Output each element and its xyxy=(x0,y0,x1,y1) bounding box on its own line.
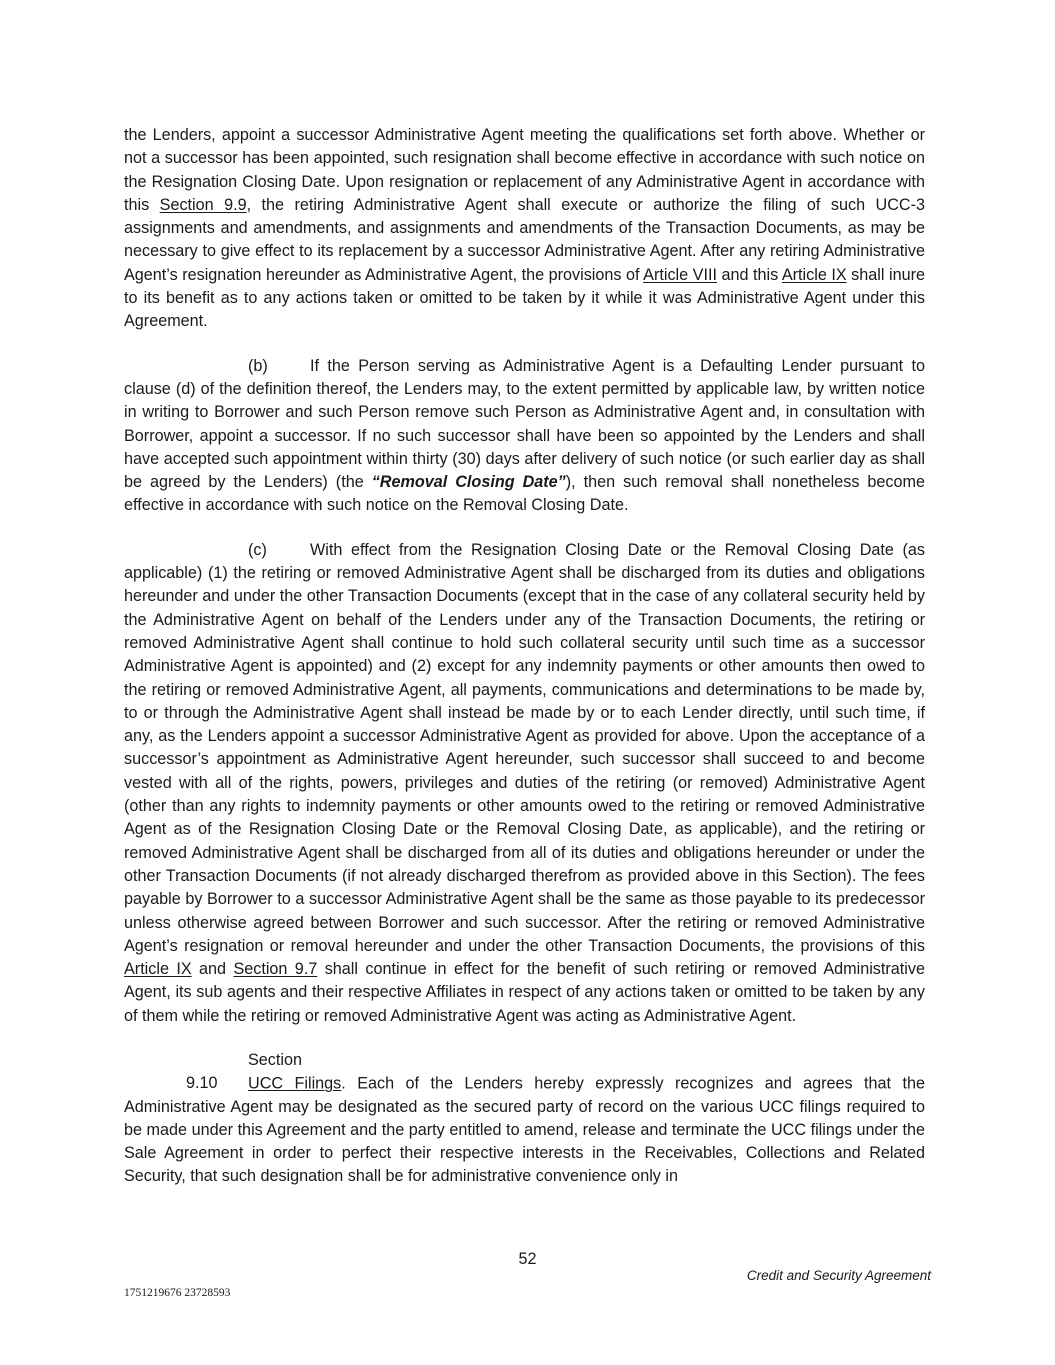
document-id: 1751219676 23728593 xyxy=(124,1287,231,1299)
document-body xyxy=(124,124,925,1189)
text-run: shall continue in effect for the benefit of such retiring or removed Administrative Agent, its sub agents and their respective Affiliates in respect of any actions taken or omitted to be taken by any of them while the retiring or removed Administrative Agent was acting as Administrative Agent. xyxy=(124,960,925,1025)
section-number: Section 9.10 xyxy=(186,1050,302,1093)
text-run: and this xyxy=(716,265,782,284)
footer-title: Credit and Security Agreement xyxy=(746,1268,931,1283)
paragraph-label: (b) xyxy=(248,356,268,375)
paragraph-b xyxy=(124,355,925,518)
article-ix-reference: Article IX xyxy=(124,960,192,979)
section-title: UCC Filings xyxy=(248,1074,342,1093)
text-run: shall inure to its benefit as to any actions taken or omitted to be taken by it while it was Administrative Agent under this Agreement. xyxy=(124,265,925,331)
page-number: 52 xyxy=(518,1250,537,1268)
text-run: ), then such removal shall nonetheless become effective in accordance with such notice on the Removal Closing Date. xyxy=(124,473,925,515)
defined-term: “Removal Closing Date” xyxy=(371,473,566,492)
text-run: the Lenders, appoint a successor Administrative Agent meeting the qualifications set forth above. Whether or not a successor has been appointed, such resignation shall become effective in accordance with such notice on the Resignation Closing Date. Upon resignation or replacement of any Administrative Agent in accordance with this xyxy=(124,126,925,214)
article-viii-reference: Article VIII xyxy=(643,265,717,284)
text-run: If the Person serving as Administrative Agent is a Defaulting Lender pursuant to clause (d) of the definition thereof, the Lenders may, to the extent permitted by applicable law, by written notice in writing to Borrower and such Person remove such Person as Administrative Agent and, in consultation with Borrower, appoint a successor. If no such successor shall have been so appointed by the Lenders and shall have accepted such appointment within thirty (30) days after delivery of such notice (or such earlier day as shall be agreed by the Lenders) (the xyxy=(124,356,925,492)
text-run: and xyxy=(191,960,234,979)
article-ix-reference: Article IX xyxy=(781,265,847,284)
paragraph-continuation xyxy=(124,124,925,334)
paragraph-label: (c) xyxy=(248,540,267,559)
section-9-9-reference: Section 9.9 xyxy=(159,195,247,214)
paragraph-c xyxy=(124,539,925,1028)
text-run: . Each of the Lenders hereby expressly recognizes and agrees that the Administrative Agent may be designated as the secured party of record on the various UCC filings required to be made under this Agreement and the party entitled to amend, release and terminate the UCC filings under the Sale Agreement in order to perfect their respective interests in the Receivables, Collections and Related Security, that such designation shall be for administrative convenience only in xyxy=(124,1074,925,1186)
section-9-10 xyxy=(124,1049,925,1189)
text-run: , the retiring Administrative Agent shall execute or authorize the filing of such UCC-3 assignments and amendments, and assignments and amendments of the Transaction Documents, as may be necessary to give effect to its replacement by a successor Administrative Agent. After any retiring Administrative Agent’s resignation hereunder as Administrative Agent, the provisions of xyxy=(124,195,925,284)
text-run: With effect from the Resignation Closing Date or the Removal Closing Date (as applicable) (1) the retiring or removed Administrative Agent shall be discharged from its duties and obligations hereunder and under the other Transaction Documents (except that in the case of any collateral security held by the Administrative Agent on behalf of the Lenders under any of the Transaction Documents, the retiring or removed Administrative Agent shall continue to hold such collateral security until such time as a successor Administrative Agent is appointed) and (2) except for any indemnity payments or other amounts then owed to the retiring or removed Administrative Agent, all payments, communications and determinations to be made by, to or through the Administrative Agent shall instead be made by or to each Lender directly, until such time, if any, as the Lenders appoint a successor Administrative Agent as provided for above. Upon the acceptance of a successor’s appointment as Administrative Agent hereunder, such successor shall succeed to and become vested with all of the rights, powers, privileges and duties of the retiring (or removed) Administrative Agent (other than any rights to indemnity payments or other amounts owed to the retiring or removed Administrative Agent as of the Resignation Closing Date or the Removal Closing Date, as applicable), and the retiring or removed Administrative Agent shall be discharged from all of its duties and obligations hereunder or under the other Transaction Documents (if not already discharged therefrom as provided above in this Section). The fees payable by Borrower to a successor Administrative Agent shall be the same as those payable to its predecessor unless otherwise agreed between Borrower and such successor. After the retiring or removed Administrative Agent’s resignation or removal hereunder and under the other Transaction Documents, the provisions of this xyxy=(124,540,925,955)
section-9-7-reference: Section 9.7 xyxy=(233,960,318,979)
